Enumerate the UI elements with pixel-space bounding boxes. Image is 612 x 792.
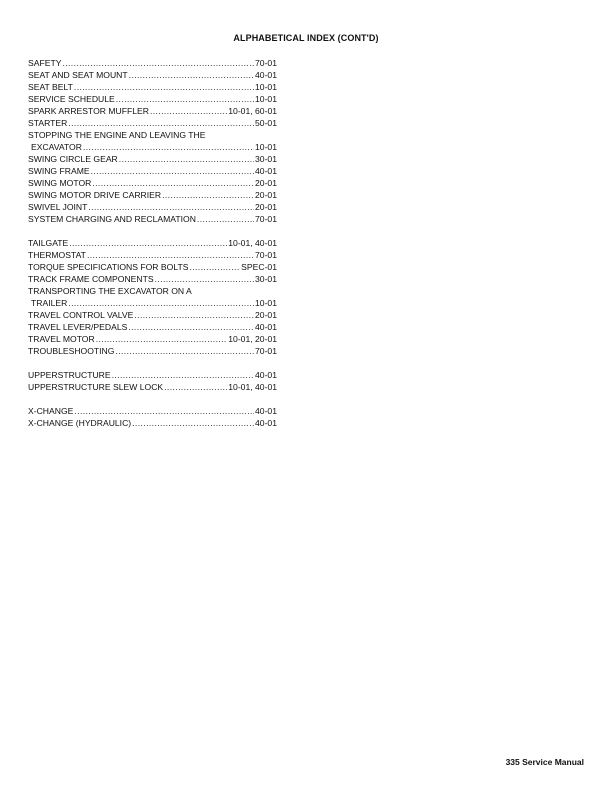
- dot-leader: [74, 405, 254, 417]
- index-entry: [28, 141, 277, 153]
- index-entry: [28, 273, 277, 285]
- index-entry: [28, 417, 277, 429]
- index-entry-name: TRAVEL MOTOR: [28, 334, 95, 344]
- index-entry-name: STOPPING THE ENGINE AND LEAVING THE: [28, 130, 206, 140]
- dot-leader: [119, 153, 254, 165]
- index-entry-page: 10-01: [255, 94, 277, 104]
- index-entry: [28, 81, 277, 93]
- index-entry: [28, 405, 277, 417]
- index-entry-name: SPARK ARRESTOR MUFFLER: [28, 106, 149, 116]
- index-entry-name: TRACK FRAME COMPONENTS: [28, 274, 154, 284]
- index-entry: [28, 261, 277, 273]
- index-entry: [28, 249, 277, 261]
- index-entry-page: 30-01: [255, 154, 277, 164]
- index-entry-page: 70-01: [255, 58, 277, 68]
- index-entry-name: SWING MOTOR: [28, 178, 92, 188]
- index-entry: [28, 369, 277, 381]
- index-list: [28, 57, 277, 441]
- index-entry-name: SWING MOTOR DRIVE CARRIER: [28, 190, 162, 200]
- index-entry-page: 40-01: [255, 166, 277, 176]
- index-entry-page: 10-01, 20-01: [228, 334, 277, 344]
- dot-leader: [128, 321, 254, 333]
- dot-leader: [132, 417, 254, 429]
- dot-leader: [96, 333, 228, 345]
- index-entry: [28, 69, 277, 81]
- index-group: [28, 369, 277, 393]
- index-entry-page: 20-01: [255, 202, 277, 212]
- index-entry-name: SERVICE SCHEDULE: [28, 94, 115, 104]
- index-entry: [28, 309, 277, 321]
- dot-leader: [129, 69, 254, 81]
- index-entry-page: 40-01: [255, 406, 277, 416]
- dot-leader: [87, 249, 254, 261]
- index-entry-page: 20-01: [255, 310, 277, 320]
- index-entry: [28, 57, 277, 69]
- index-entry: [28, 177, 277, 189]
- index-group: [28, 237, 277, 357]
- index-entry-name: TRAILER: [31, 298, 68, 308]
- index-entry-page: 30-01: [255, 274, 277, 284]
- index-entry-page: 40-01: [255, 418, 277, 428]
- index-entry: [28, 129, 277, 141]
- index-entry-name: EXCAVATOR: [31, 142, 82, 152]
- index-entry: [28, 189, 277, 201]
- index-entry-page: SPEC-01: [241, 262, 277, 272]
- index-entry: [28, 381, 277, 393]
- index-entry-page: 70-01: [255, 214, 277, 224]
- dot-leader: [112, 369, 254, 381]
- index-entry-name: UPPERSTRUCTURE: [28, 370, 111, 380]
- index-entry: [28, 213, 277, 225]
- index-entry-name: TORQUE SPECIFICATIONS FOR BOLTS: [28, 262, 189, 272]
- dot-leader: [68, 297, 254, 309]
- index-entry-page: 40-01: [255, 70, 277, 80]
- dot-leader: [91, 165, 254, 177]
- index-entry-name: X-CHANGE (HYDRAULIC): [28, 418, 132, 428]
- index-entry: [28, 345, 277, 357]
- index-entry-name: SWIVEL JOINT: [28, 202, 88, 212]
- index-entry-name: TAILGATE: [28, 238, 69, 248]
- index-entry-page: 10-01: [255, 142, 277, 152]
- index-entry-page: 20-01: [255, 190, 277, 200]
- index-entry-page: 50-01: [255, 118, 277, 128]
- dot-leader: [69, 237, 227, 249]
- index-entry-name: SWING FRAME: [28, 166, 90, 176]
- dot-leader: [164, 381, 227, 393]
- index-entry-name: UPPERSTRUCTURE SLEW LOCK: [28, 382, 164, 392]
- index-group: [28, 405, 277, 429]
- index-entry: [28, 105, 277, 117]
- dot-leader: [134, 309, 254, 321]
- index-entry-page: 20-01: [255, 178, 277, 188]
- dot-leader: [74, 81, 254, 93]
- index-entry-name: TRAVEL LEVER/PEDALS: [28, 322, 128, 332]
- index-entry-page: 10-01, 60-01: [228, 106, 277, 116]
- index-entry: [28, 321, 277, 333]
- index-entry: [28, 165, 277, 177]
- index-entry-page: 40-01: [255, 322, 277, 332]
- dot-leader: [197, 213, 254, 225]
- index-entry-page: 40-01: [255, 370, 277, 380]
- index-entry: [28, 333, 277, 345]
- index-entry-name: TROUBLESHOOTING: [28, 346, 115, 356]
- index-entry: [28, 93, 277, 105]
- index-entry-page: 10-01, 40-01: [228, 238, 277, 248]
- page-title: ALPHABETICAL INDEX (CONT'D): [233, 33, 379, 43]
- index-entry: [28, 117, 277, 129]
- index-entry: [28, 297, 277, 309]
- index-entry-page: 10-01, 40-01: [228, 382, 277, 392]
- index-entry-name: THERMOSTAT: [28, 250, 86, 260]
- index-entry-name: TRAVEL CONTROL VALVE: [28, 310, 134, 320]
- index-entry-name: X-CHANGE: [28, 406, 74, 416]
- dot-leader: [162, 189, 254, 201]
- dot-leader: [155, 273, 254, 285]
- dot-leader: [88, 201, 254, 213]
- dot-leader: [62, 57, 254, 69]
- index-group: [28, 57, 277, 225]
- index-entry-page: 10-01: [255, 82, 277, 92]
- footer-manual-title: 335 Service Manual: [505, 757, 584, 767]
- index-entry: [28, 237, 277, 249]
- index-entry-page: 70-01: [255, 346, 277, 356]
- index-entry-name: SEAT AND SEAT MOUNT: [28, 70, 128, 80]
- index-entry: [28, 153, 277, 165]
- dot-leader: [68, 117, 254, 129]
- index-entry: [28, 285, 277, 297]
- index-entry-name: SAFETY: [28, 58, 62, 68]
- dot-leader: [92, 177, 254, 189]
- index-entry-name: SEAT BELT: [28, 82, 73, 92]
- index-entry-page: 10-01: [255, 298, 277, 308]
- index-entry-page: 70-01: [255, 250, 277, 260]
- index-entry-name: STARTER: [28, 118, 68, 128]
- dot-leader: [189, 261, 240, 273]
- dot-leader: [83, 141, 254, 153]
- index-entry-name: TRANSPORTING THE EXCAVATOR ON A: [28, 286, 192, 296]
- index-entry-name: SYSTEM CHARGING AND RECLAMATION: [28, 214, 196, 224]
- dot-leader: [115, 345, 254, 357]
- dot-leader: [150, 105, 227, 117]
- index-entry-name: SWING CIRCLE GEAR: [28, 154, 118, 164]
- dot-leader: [116, 93, 254, 105]
- index-entry: [28, 201, 277, 213]
